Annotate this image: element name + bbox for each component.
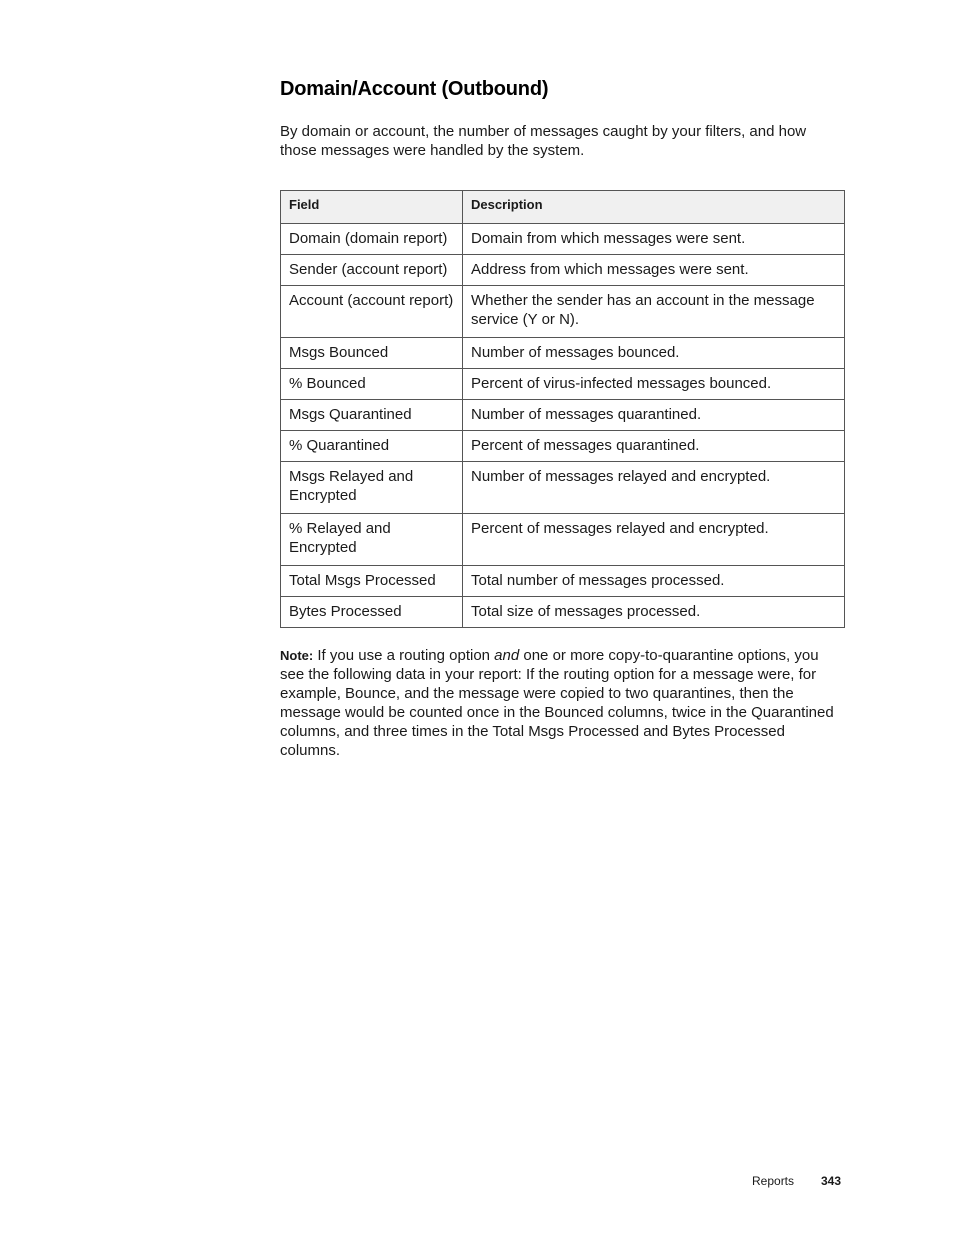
description-cell: Total size of messages processed.	[463, 597, 845, 628]
description-cell: Total number of messages processed.	[463, 566, 845, 597]
field-cell: Account (account report)	[281, 286, 463, 338]
table-row	[281, 400, 845, 431]
table-header-row	[281, 191, 845, 224]
description-cell: Number of messages bounced.	[463, 338, 845, 369]
footer-section-name: Reports	[752, 1174, 795, 1188]
field-cell: % Quarantined	[281, 431, 463, 462]
table-row	[281, 514, 845, 566]
table-row	[281, 255, 845, 286]
description-cell: Percent of virus-infected messages bounced.	[463, 369, 845, 400]
page-footer	[752, 1174, 842, 1188]
field-cell: Bytes Processed	[281, 597, 463, 628]
field-cell: Total Msgs Processed	[281, 566, 463, 597]
intro-paragraph: By domain or account, the number of messages caught by your filters, and how those messages were handled by the system.	[280, 123, 807, 159]
note-emphasis: and	[494, 647, 520, 664]
field-cell: Msgs Quarantined	[281, 400, 463, 431]
description-cell: Address from which messages were sent.	[463, 255, 845, 286]
table-row	[281, 462, 845, 514]
description-cell: Number of messages relayed and encrypted.	[463, 462, 845, 514]
table-row	[281, 566, 845, 597]
description-cell: Number of messages quarantined.	[463, 400, 845, 431]
table-row	[281, 224, 845, 255]
note-text-after: one or more copy-to-quarantine options, you see the following data in your report: If the routing option for a message were, for example, Bounce, and the message were copied to two quarantines, then the message would be counted once in the Bounced columns, twice in the Quarantined columns, and three times in the Total Msgs Processed and Bytes Processed columns.	[280, 647, 834, 759]
table-row	[281, 286, 845, 338]
table-row	[281, 431, 845, 462]
table-row	[281, 597, 845, 628]
field-cell: % Relayed and Encrypted	[281, 514, 463, 566]
field-cell: Sender (account report)	[281, 255, 463, 286]
note-label: Note:	[280, 648, 314, 663]
field-cell: % Bounced	[281, 369, 463, 400]
description-cell: Percent of messages quarantined.	[463, 431, 845, 462]
table-row	[281, 338, 845, 369]
note-paragraph	[280, 646, 842, 760]
field-cell: Msgs Bounced	[281, 338, 463, 369]
table-row	[281, 369, 845, 400]
note-text-before: If you use a routing option	[313, 647, 495, 664]
description-cell: Percent of messages relayed and encrypted.	[463, 514, 845, 566]
fields-table	[280, 190, 845, 628]
description-cell: Domain from which messages were sent.	[463, 224, 845, 255]
page-number: 343	[821, 1174, 842, 1188]
field-cell: Msgs Relayed and Encrypted	[281, 462, 463, 514]
column-header-description: Description	[463, 191, 845, 224]
description-cell: Whether the sender has an account in the message service (Y or N).	[463, 286, 845, 338]
field-cell: Domain (domain report)	[281, 224, 463, 255]
column-header-field: Field	[281, 191, 463, 224]
page-title: Domain/Account (Outbound)	[280, 78, 549, 100]
